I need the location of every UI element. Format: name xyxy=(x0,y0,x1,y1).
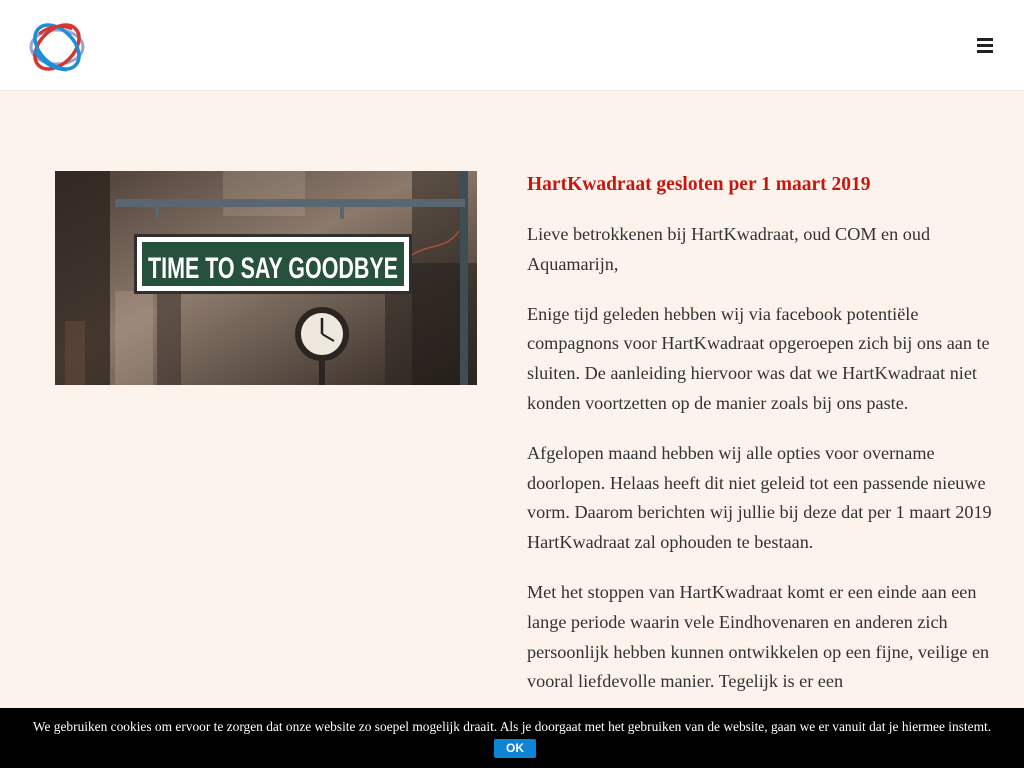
main-content xyxy=(0,91,1024,768)
cookie-ok-button[interactable]: OK xyxy=(494,739,536,758)
article-paragraph: Met het stoppen van HartKwadraat komt er een einde aan een lange periode waarin vele Eindhovenaren en anderen zich persoonlijk hebben kunnen ontwikkelen op een fijne, veilige en vooral liefdevolle manier. Tegelijk is er een xyxy=(527,581,990,692)
hartkwadraat-logo-icon[interactable] xyxy=(26,17,88,77)
cookie-bar xyxy=(0,708,1024,768)
article-paragraph: Lieve betrokkenen bij HartKwadraat, oud COM en oud Aquamarijn, xyxy=(527,224,931,274)
cookie-message: We gebruiken cookies om ervoor te zorgen dat onze website zo soepel mogelijk draait. Als je doorgaat met het gebruiken van de website, gaan we er vanuit dat je hiermee instemt. xyxy=(32,719,992,734)
article-title: HartKwadraat gesloten per 1 maart 2019 xyxy=(527,174,871,195)
hamburger-menu-icon[interactable] xyxy=(975,36,995,54)
site-header xyxy=(0,0,1024,91)
goodbye-sign-image xyxy=(55,171,477,385)
article xyxy=(527,170,992,697)
goodbye-sign-text: TIME TO SAY GOODBYE xyxy=(148,252,398,285)
article-paragraph: Enige tijd geleden hebben wij via facebook potentiële compagnons voor HartKwadraat opgeroepen zich bij ons aan te sluiten. De aanleiding hiervoor was dat we HartKwadraat niet konden voortzetten op de manier zoals bij ons paste. xyxy=(527,303,990,413)
article-paragraph: Afgelopen maand hebben wij alle opties voor overname doorlopen. Helaas heeft dit niet geleid tot een passende nieuwe vorm. Daarom berichten wij jullie bij deze dat per 1 maart 2019 HartKwadraat zal ophouden te bestaan. xyxy=(527,442,992,553)
